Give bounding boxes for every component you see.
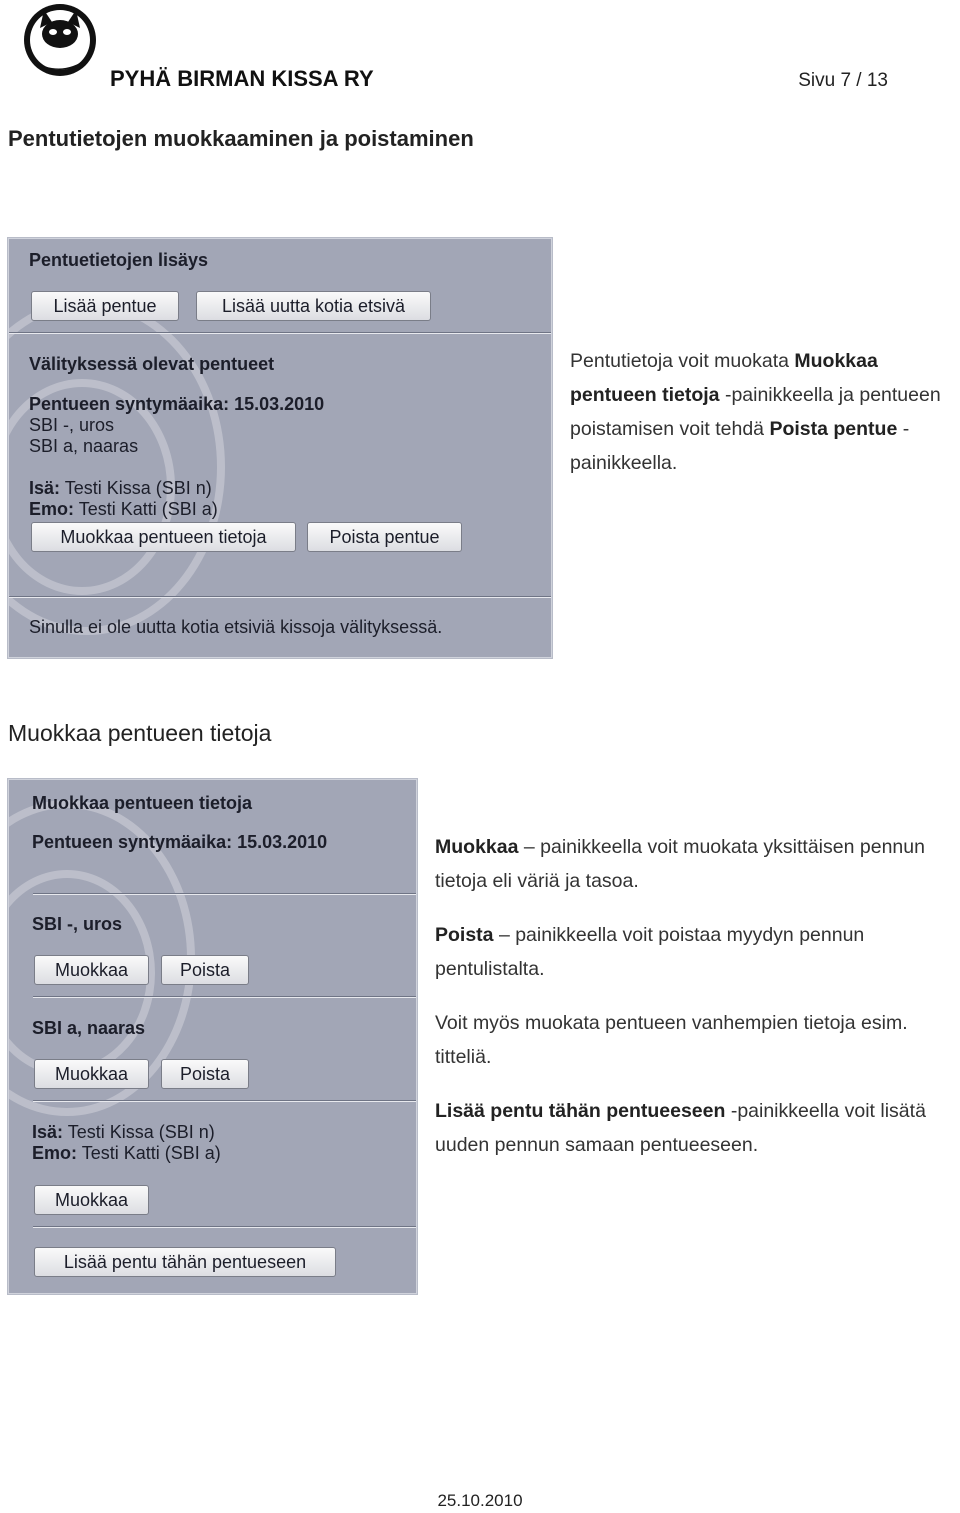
dam-line: Emo: Testi Katti (SBI a) (29, 499, 218, 519)
delete-kitten-button[interactable]: Poista (161, 955, 249, 985)
divider (33, 1227, 416, 1228)
add-rehome-button[interactable]: Lisää uutta kotia etsivä (196, 291, 431, 321)
sire-line: Isä: Testi Kissa (SBI n) (29, 478, 212, 498)
litter-birthdate: Pentueen syntymäaika: 15.03.2010 (29, 394, 325, 414)
edit-litter-screenshot (8, 779, 417, 1294)
divider (9, 597, 551, 598)
divider (33, 894, 416, 895)
cat-logo-icon (20, 0, 100, 78)
section-subtitle: Muokkaa pentueen tietoja (8, 720, 272, 746)
edit-parents-button[interactable]: Muokkaa (34, 1185, 149, 1215)
sire-line: Isä: Testi Kissa (SBI n) (32, 1122, 215, 1142)
delete-kitten-button[interactable]: Poista (161, 1059, 249, 1089)
litter-info-screenshot (8, 238, 552, 658)
divider (33, 1101, 416, 1102)
edit-description-muokkaa: Muokkaa – painikkeella voit muokata yksittäisen pennun tietoja eli väriä ja tasoa. (435, 836, 925, 892)
kitten-label: SBI -, uros (32, 914, 123, 934)
kitten-label: SBI a, naaras (32, 1018, 146, 1038)
dam-line: Emo: Testi Katti (SBI a) (32, 1143, 221, 1163)
kitten-entry: SBI -, uros (29, 415, 115, 435)
edit-description-parents: Voit myös muokata pentueen vanhempien tietoja esim. titteliä. (435, 1012, 908, 1068)
edit-litter-button[interactable]: Muokkaa pentueen tietoja (31, 522, 296, 552)
add-kitten-button[interactable]: Lisää pentu tähän pentueseen (34, 1247, 336, 1277)
no-rehome-notice: Sinulla ei ole uutta kotia etsiviä kissoja välityksessä. (29, 617, 443, 637)
section-title: Pentutietojen muokkaaminen ja poistaminen (8, 126, 474, 151)
kitten-entry: SBI a, naaras (29, 436, 139, 456)
delete-litter-button[interactable]: Poista pentue (307, 522, 462, 552)
divider (9, 333, 551, 334)
listing-heading: Välityksessä olevat pentueet (29, 354, 275, 374)
edit-delete-description: Pentutietoja voit muokata Muokkaa pentueen tietoja -painikkeella ja pentueen poistamisen voit tehdä Poista pentue -painikkeella. (570, 350, 941, 474)
add-litter-button[interactable]: Lisää pentue (31, 291, 179, 321)
page-number: Sivu 7 / 13 (798, 70, 888, 91)
footer-date: 25.10.2010 (437, 1491, 523, 1510)
panel-heading: Muokkaa pentueen tietoja (32, 793, 253, 813)
edit-description-add-kitten: Lisää pentu tähän pentueeseen -painikkeella voit lisätä uuden pennun samaan pentueeseen. (435, 1100, 926, 1156)
organization-name: PYHÄ BIRMAN KISSA RY (110, 66, 374, 91)
edit-kitten-button[interactable]: Muokkaa (34, 1059, 149, 1089)
divider (33, 997, 416, 998)
litter-birthdate: Pentueen syntymäaika: 15.03.2010 (32, 832, 328, 852)
edit-kitten-button[interactable]: Muokkaa (34, 955, 149, 985)
panel-heading: Pentuetietojen lisäys (29, 250, 209, 270)
edit-description-poista: Poista – painikkeella voit poistaa myydyn pennun pentulistalta. (435, 924, 865, 980)
